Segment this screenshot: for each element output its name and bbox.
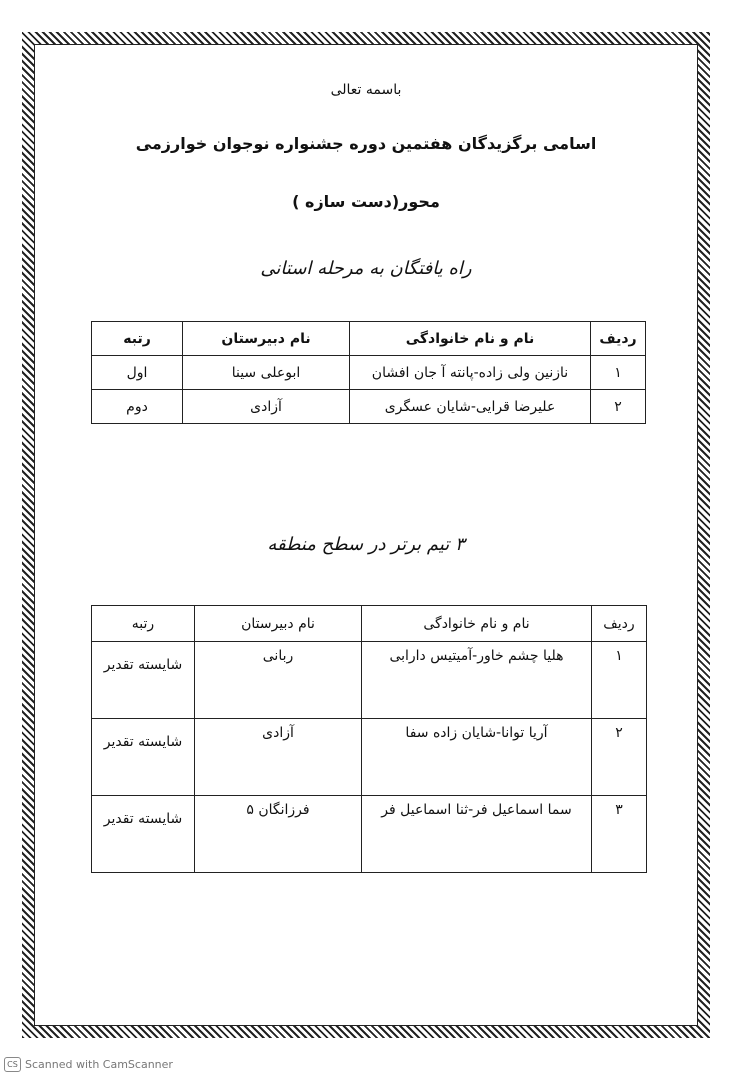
cell-school: آزادی (183, 390, 350, 424)
table-row (92, 642, 647, 719)
section2-heading: ۳ تیم برتر در سطح منطقه (267, 534, 465, 555)
bismillah-heading: باسمه تعالی (330, 82, 402, 98)
cell-full-name: علیرضا قرایی-شایان عسگری (350, 390, 591, 424)
cell-row-number: ۲ (591, 390, 646, 424)
cell-full-name: آریا توانا-شایان زاده سفا (362, 719, 592, 796)
table-header-row (92, 606, 647, 642)
cell-school: آزادی (195, 719, 362, 796)
cell-full-name: هلیا چشم خاور-آمیتیس دارابی (362, 642, 592, 719)
cell-school: ربانی (195, 642, 362, 719)
header-cell-school: نام دبیرستان (195, 606, 362, 642)
header-cell-row-number: ردیف (592, 606, 647, 642)
cell-school: ابوعلی سینا (183, 356, 350, 390)
cell-rank: دوم (92, 390, 183, 424)
cell-row-number: ۱ (591, 356, 646, 390)
header-cell-school: نام دبیرستان (183, 322, 350, 356)
table-row (92, 796, 647, 873)
cell-rank: شایسته تقدیر (92, 719, 195, 796)
table-row (92, 390, 646, 424)
document-title: اسامی برگزیدگان هفتمین دوره جشنواره نوجوان خوارزمی (135, 134, 597, 153)
scanner-watermark (4, 1057, 173, 1072)
cell-row-number: ۲ (592, 719, 647, 796)
header-cell-rank: رتبه (92, 606, 195, 642)
cell-row-number: ۱ (592, 642, 647, 719)
header-cell-full-name: نام و نام خانوادگی (362, 606, 592, 642)
cell-rank: اول (92, 356, 183, 390)
table-row (92, 356, 646, 390)
cell-school: فرزانگان ۵ (195, 796, 362, 873)
scanner-watermark-text: Scanned with CamScanner (25, 1058, 173, 1071)
table-row (92, 719, 647, 796)
camscanner-logo-icon: CS (4, 1057, 21, 1072)
table-header-row (92, 322, 646, 356)
cell-full-name: سما اسماعیل فر-ثنا اسماعیل فر (362, 796, 592, 873)
cell-rank: شایسته تقدیر (92, 796, 195, 873)
provincial-qualifiers-table (91, 321, 646, 424)
cell-rank: شایسته تقدیر (92, 642, 195, 719)
cell-full-name: نازنین ولی زاده-پانته آ جان افشان (350, 356, 591, 390)
header-cell-row-number: ردیف (591, 322, 646, 356)
document-page (40, 50, 692, 1020)
section1-heading: راه یافتگان به مرحله استانی (260, 258, 472, 279)
regional-top-teams-table (91, 605, 647, 873)
document-subtitle: محور(دست سازه ) (292, 192, 440, 211)
header-cell-rank: رتبه (92, 322, 183, 356)
cell-row-number: ۳ (592, 796, 647, 873)
header-cell-full-name: نام و نام خانوادگی (350, 322, 591, 356)
